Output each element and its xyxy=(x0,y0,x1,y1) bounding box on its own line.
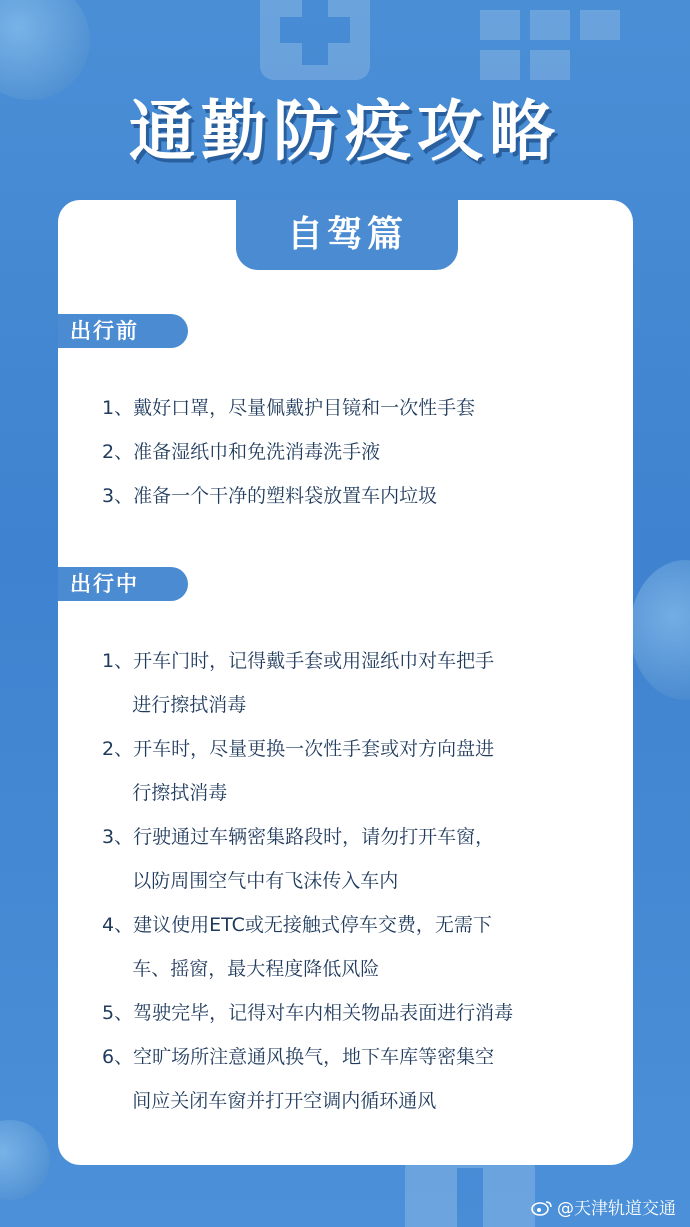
section-label-during-travel: 出行中 xyxy=(58,567,188,601)
during-travel-list xyxy=(102,639,513,1123)
list-item: 行擦拭消毒 xyxy=(102,782,228,804)
list-item: 进行擦拭消毒 xyxy=(102,694,247,716)
list-item: 车、摇窗，最大程度降低风险 xyxy=(102,958,380,980)
list-item: 2、开车时，尽量更换一次性手套或对方向盘进 xyxy=(102,738,495,760)
list-item: 2、准备湿纸巾和免洗消毒洗手液 xyxy=(102,441,381,463)
first-aid-cross-icon xyxy=(250,0,380,90)
list-item: 以防周围空气中有飞沫传入车内 xyxy=(102,870,399,892)
list-item: 4、建议使用ETC或无接触式停车交费，无需下 xyxy=(102,914,492,936)
list-item: 6、空旷场所注意通风换气，地下车库等密集空 xyxy=(102,1046,495,1068)
section-label-before-travel: 出行前 xyxy=(58,314,188,348)
list-item: 1、戴好口罩，尽量佩戴护目镜和一次性手套 xyxy=(102,397,476,419)
list-item: 5、驾驶完毕，记得对车内相关物品表面进行消毒 xyxy=(102,1002,514,1024)
virus-decoration-right xyxy=(630,560,690,700)
page-title: 通勤防疫攻略 xyxy=(129,93,561,170)
list-item: 3、准备一个干净的塑料袋放置车内垃圾 xyxy=(102,485,438,507)
before-travel-list xyxy=(102,386,475,518)
watermark xyxy=(531,1194,676,1219)
list-item: 3、行驶通过车辆密集路段时，请勿打开车窗， xyxy=(102,826,495,848)
list-item: 1、开车门时，记得戴手套或用湿纸巾对车把手 xyxy=(102,650,495,672)
watermark-text: @天津轨道交通 xyxy=(557,1199,676,1219)
category-tab: 自驾篇 xyxy=(236,200,458,270)
grid-decoration-icon xyxy=(470,0,670,90)
list-item: 间应关闭车窗并打开空调内循环通风 xyxy=(102,1090,437,1112)
weibo-icon xyxy=(531,1200,553,1216)
virus-decoration-bottom-left xyxy=(0,1120,50,1200)
